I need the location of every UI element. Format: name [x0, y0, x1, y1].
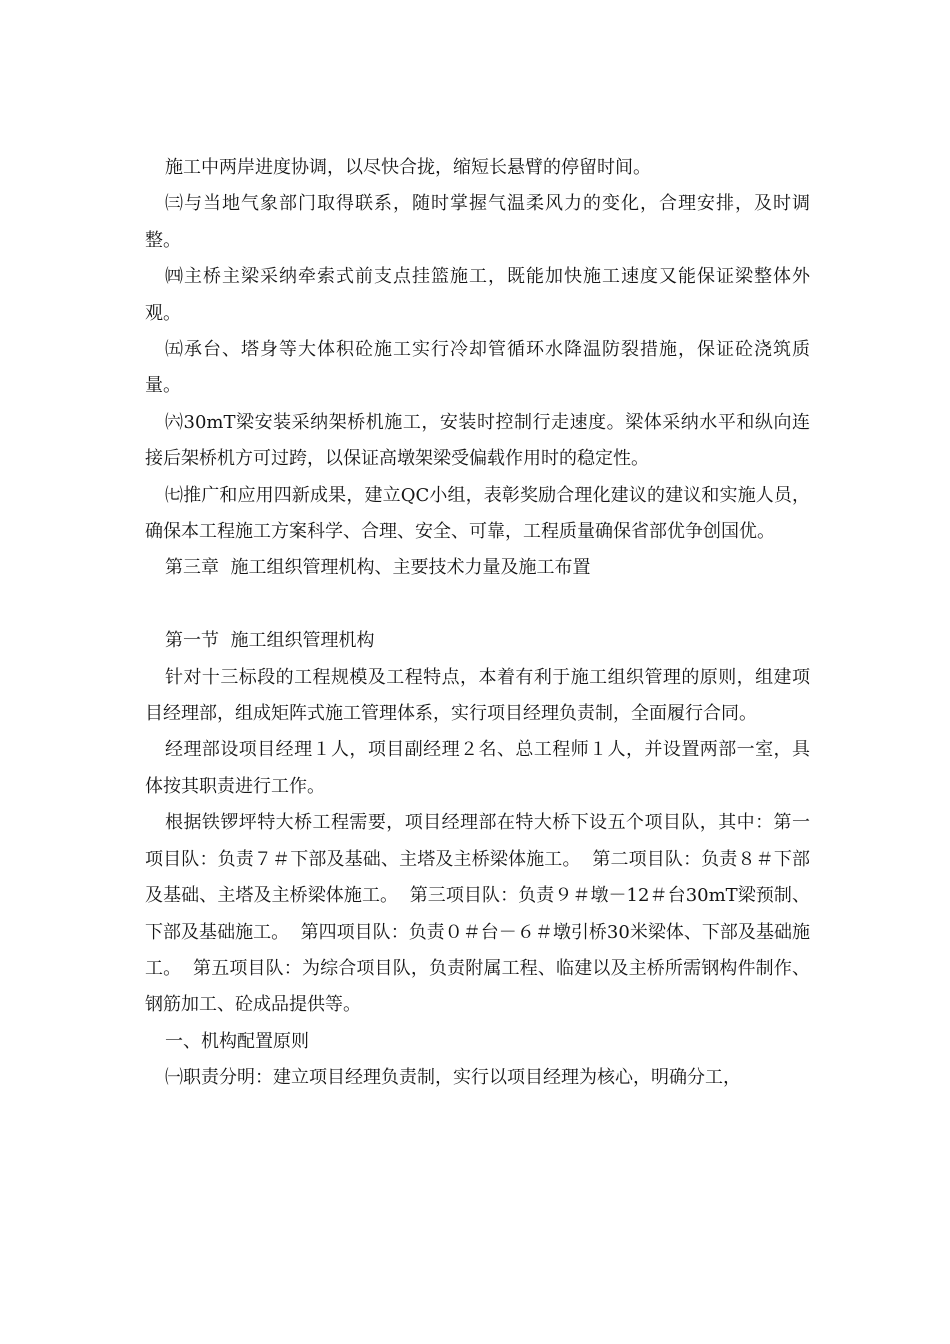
- chapter-heading: 第三章 施工组织管理机构、主要技术力量及施工布置: [165, 557, 591, 579]
- paragraph: ㈣主桥主梁采纳牵索式前支点挂篮施工，既能加快施工速度又能保证梁整体外观。: [145, 266, 810, 324]
- section-heading: 第一节 施工组织管理机构: [165, 630, 375, 652]
- document-page: [145, 150, 810, 1097]
- paragraph: ㈤承台、塔身等大体积砼施工实行冷却管循环水降温防裂措施，保证砼浇筑质量。: [145, 339, 810, 397]
- paragraph: ㈢与当地气象部门取得联系，随时掌握气温柔风力的变化，合理安排，及时调整。: [145, 193, 810, 251]
- subsection-heading: 一、机构配置原则: [165, 1030, 309, 1052]
- paragraph: 施工中两岸进度协调，以尽快合拢，缩短长悬臂的停留时间。: [165, 157, 651, 178]
- paragraph: 针对十三标段的工程规模及工程特点，本着有利于施工组织管理的原则，组建项目经理部，组成矩阵式施工管理体系，实行项目经理负责制，全面履行合同。: [145, 666, 810, 725]
- paragraph: 根据铁锣坪特大桥工程需要，项目经理部在特大桥下设五个项目队，其中：第一项目队：负责７＃下部及基础、主塔及主桥梁体施工。 第二项目队：负责８＃下部及基础、主塔及主桥梁体施工。 第三项目队：负责９＃墩－12＃台30mT梁预制、下部及基础施工。 第四项目队：负责０＃台－６＃墩引桥30米梁体、下部及基础施工。 第五项目队：为综合项目队，负责附属工程、临建以及主桥所需钢构件制作、钢筋加工、砼成品提供等。: [145, 812, 810, 1016]
- paragraph: ㈠职责分明：建立项目经理负责制，实行以项目经理为核心，明确分工，: [165, 1067, 741, 1089]
- paragraph: ㈦推广和应用四新成果，建立QC小组，表彰奖励合理化建议的建议和实施人员，确保本工程施工方案科学、合理、安全、可靠，工程质量确保省部优争创国优。: [145, 484, 810, 543]
- blank-line: [145, 587, 810, 623]
- paragraph: ㈥30mT梁安装采纳架桥机施工，安装时控制行走速度。梁体采纳水平和纵向连接后架桥机方可过跨，以保证高墩架梁受偏载作用时的稳定性。: [145, 411, 810, 470]
- paragraph: 经理部设项目经理１人，项目副经理２名、总工程师１人，并设置两部一室，具体按其职责进行工作。: [145, 739, 810, 797]
